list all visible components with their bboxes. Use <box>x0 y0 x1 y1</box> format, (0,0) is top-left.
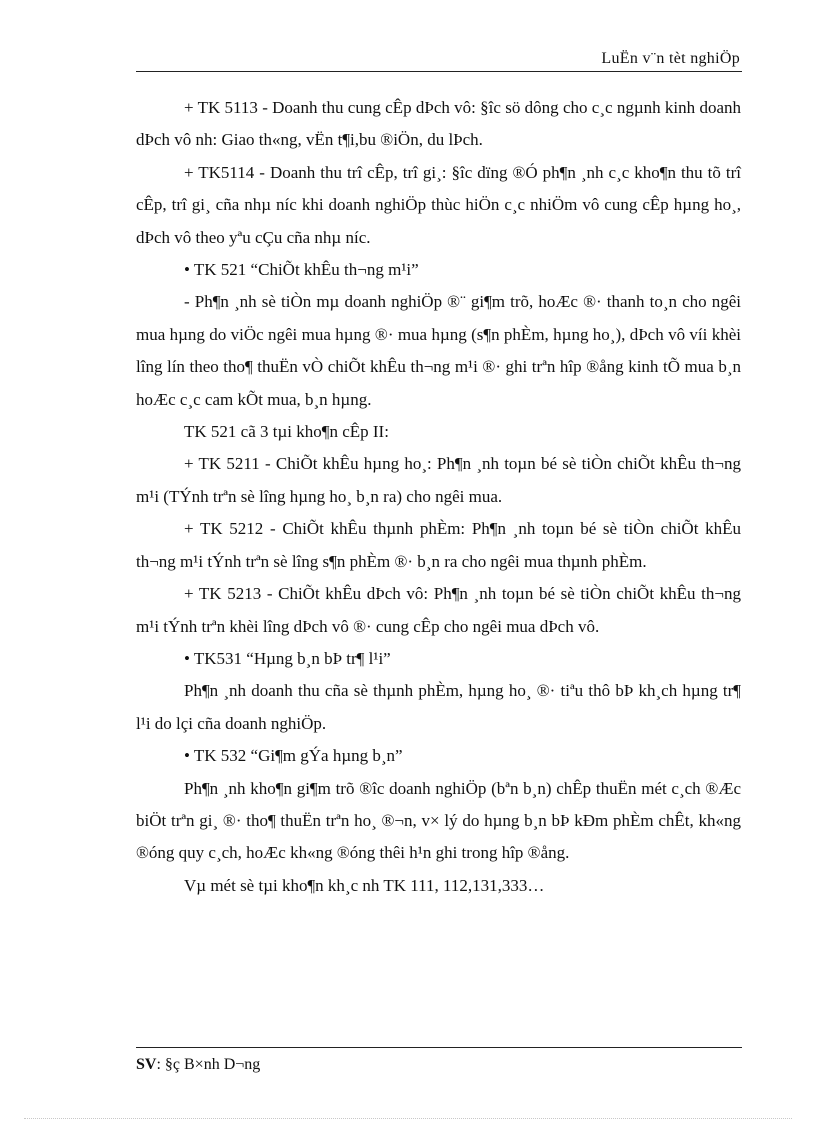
paragraph-other-accounts: Vµ mét sè tµi kho¶n kh¸c nh TK 111, 112,131,333… <box>184 875 545 895</box>
paragraph-tk531-desc: Ph¶n ¸nh doanh thu cña sè thµnh phÈm, hµng ho¸ ®· tiªu thô bÞ kh¸ch hµng tr¶ l¹i do lçi cña doanh nghiÖp. <box>136 681 741 733</box>
bullet-tk532: • TK 532 “Gi¶m gÝa hµng b¸n” <box>184 746 403 766</box>
footer-divider <box>136 1047 742 1048</box>
document-body <box>136 92 741 902</box>
footer-label: SV <box>136 1056 157 1073</box>
bullet-tk521: • TK 521 “ChiÕt khÊu th¬ng m¹i” <box>184 260 419 280</box>
footer-separator: : <box>156 1056 161 1073</box>
paragraph-tk521-accounts: TK 521 cã 3 tµi kho¶n cÊp II: <box>184 422 389 442</box>
paragraph-tk5113: + TK 5113 - Doanh thu cung cÊp dÞch vô: §îc sö dông cho c¸c ngµnh kinh doanh dÞch vô nh: Giao th«ng, vËn t¶i,bu ®iÖn, du lÞch. <box>136 98 741 150</box>
paragraph-tk5213: + TK 5213 - ChiÕt khÊu dÞch vô: Ph¶n ¸nh toµn bé sè tiÒn chiÕt khÊu th¬ng m¹i tÝnh trªn khèi lîng dÞch vô ®· cung cÊp cho ngêi mua dÞch vô. <box>136 584 741 636</box>
paragraph-tk521-desc: - Ph¶n ¸nh sè tiÒn mµ doanh nghiÖp ®¨ gi¶m trõ, hoÆc ®· thanh to¸n cho ngêi mua hµng do viÖc ngêi mua hµng ®· mua hµng (s¶n phÈm, hµng ho¸), dÞch vô víi khèi lîng lín theo tho¶ thuËn vÒ chiÕt khÊu th¬ng m¹i ®· ghi trªn hîp ®ång kinh tÕ mua b¸n hoÆc c¸c cam kÕt mua, b¸n hµng. <box>136 292 741 409</box>
bullet-tk531: • TK531 “Hµng b¸n bÞ tr¶ l¹i” <box>184 648 391 668</box>
paragraph-tk532-desc: Ph¶n ¸nh kho¶n gi¶m trõ ®îc doanh nghiÖp (bªn b¸n) chÊp thuËn mét c¸ch ®Æc biÖt trªn gi¸ ®· tho¶ thuËn trªn ho¸ ®¬n, v× lý do hµng b¸n bÞ kÐm phÈm chÊt, kh«ng ®óng quy c¸ch, hoÆc kh«ng ®óng thêi h¹n ghi trong hîp ®ång. <box>136 778 741 863</box>
footer-student-name: §ç B×nh D¬ng <box>160 1056 261 1073</box>
page-edge <box>24 1118 792 1119</box>
running-header: LuËn v¨n tèt nghiÖp <box>601 50 740 67</box>
paragraph-tk5211: + TK 5211 - ChiÕt khÊu hµng ho¸: Ph¶n ¸nh toµn bé sè tiÒn chiÕt khÊu th¬ng m¹i (TÝnh trªn sè lîng hµng ho¸ b¸n ra) cho ngêi mua. <box>136 454 741 506</box>
header-divider <box>136 71 742 72</box>
footer <box>136 1056 260 1074</box>
paragraph-tk5114: + TK5114 - Doanh thu trî cÊp, trî gi¸: §îc dïng ®Ó ph¶n ¸nh c¸c kho¶n thu tõ trî cÊp, trî gi¸ cña nhµ níc khi doanh nghiÖp thùc hiÖn c¸c nhiÖm vô cung cÊp hµng ho¸, dÞch vô theo yªu cÇu cña nhµ níc. <box>136 162 741 247</box>
paragraph-tk5212: + TK 5212 - ChiÕt khÊu thµnh phÈm: Ph¶n ¸nh toµn bé sè tiÒn chiÕt khÊu th¬ng m¹i tÝnh trªn sè lîng s¶n phÈm ®· b¸n ra cho ngêi mua thµnh phÈm. <box>136 519 741 571</box>
